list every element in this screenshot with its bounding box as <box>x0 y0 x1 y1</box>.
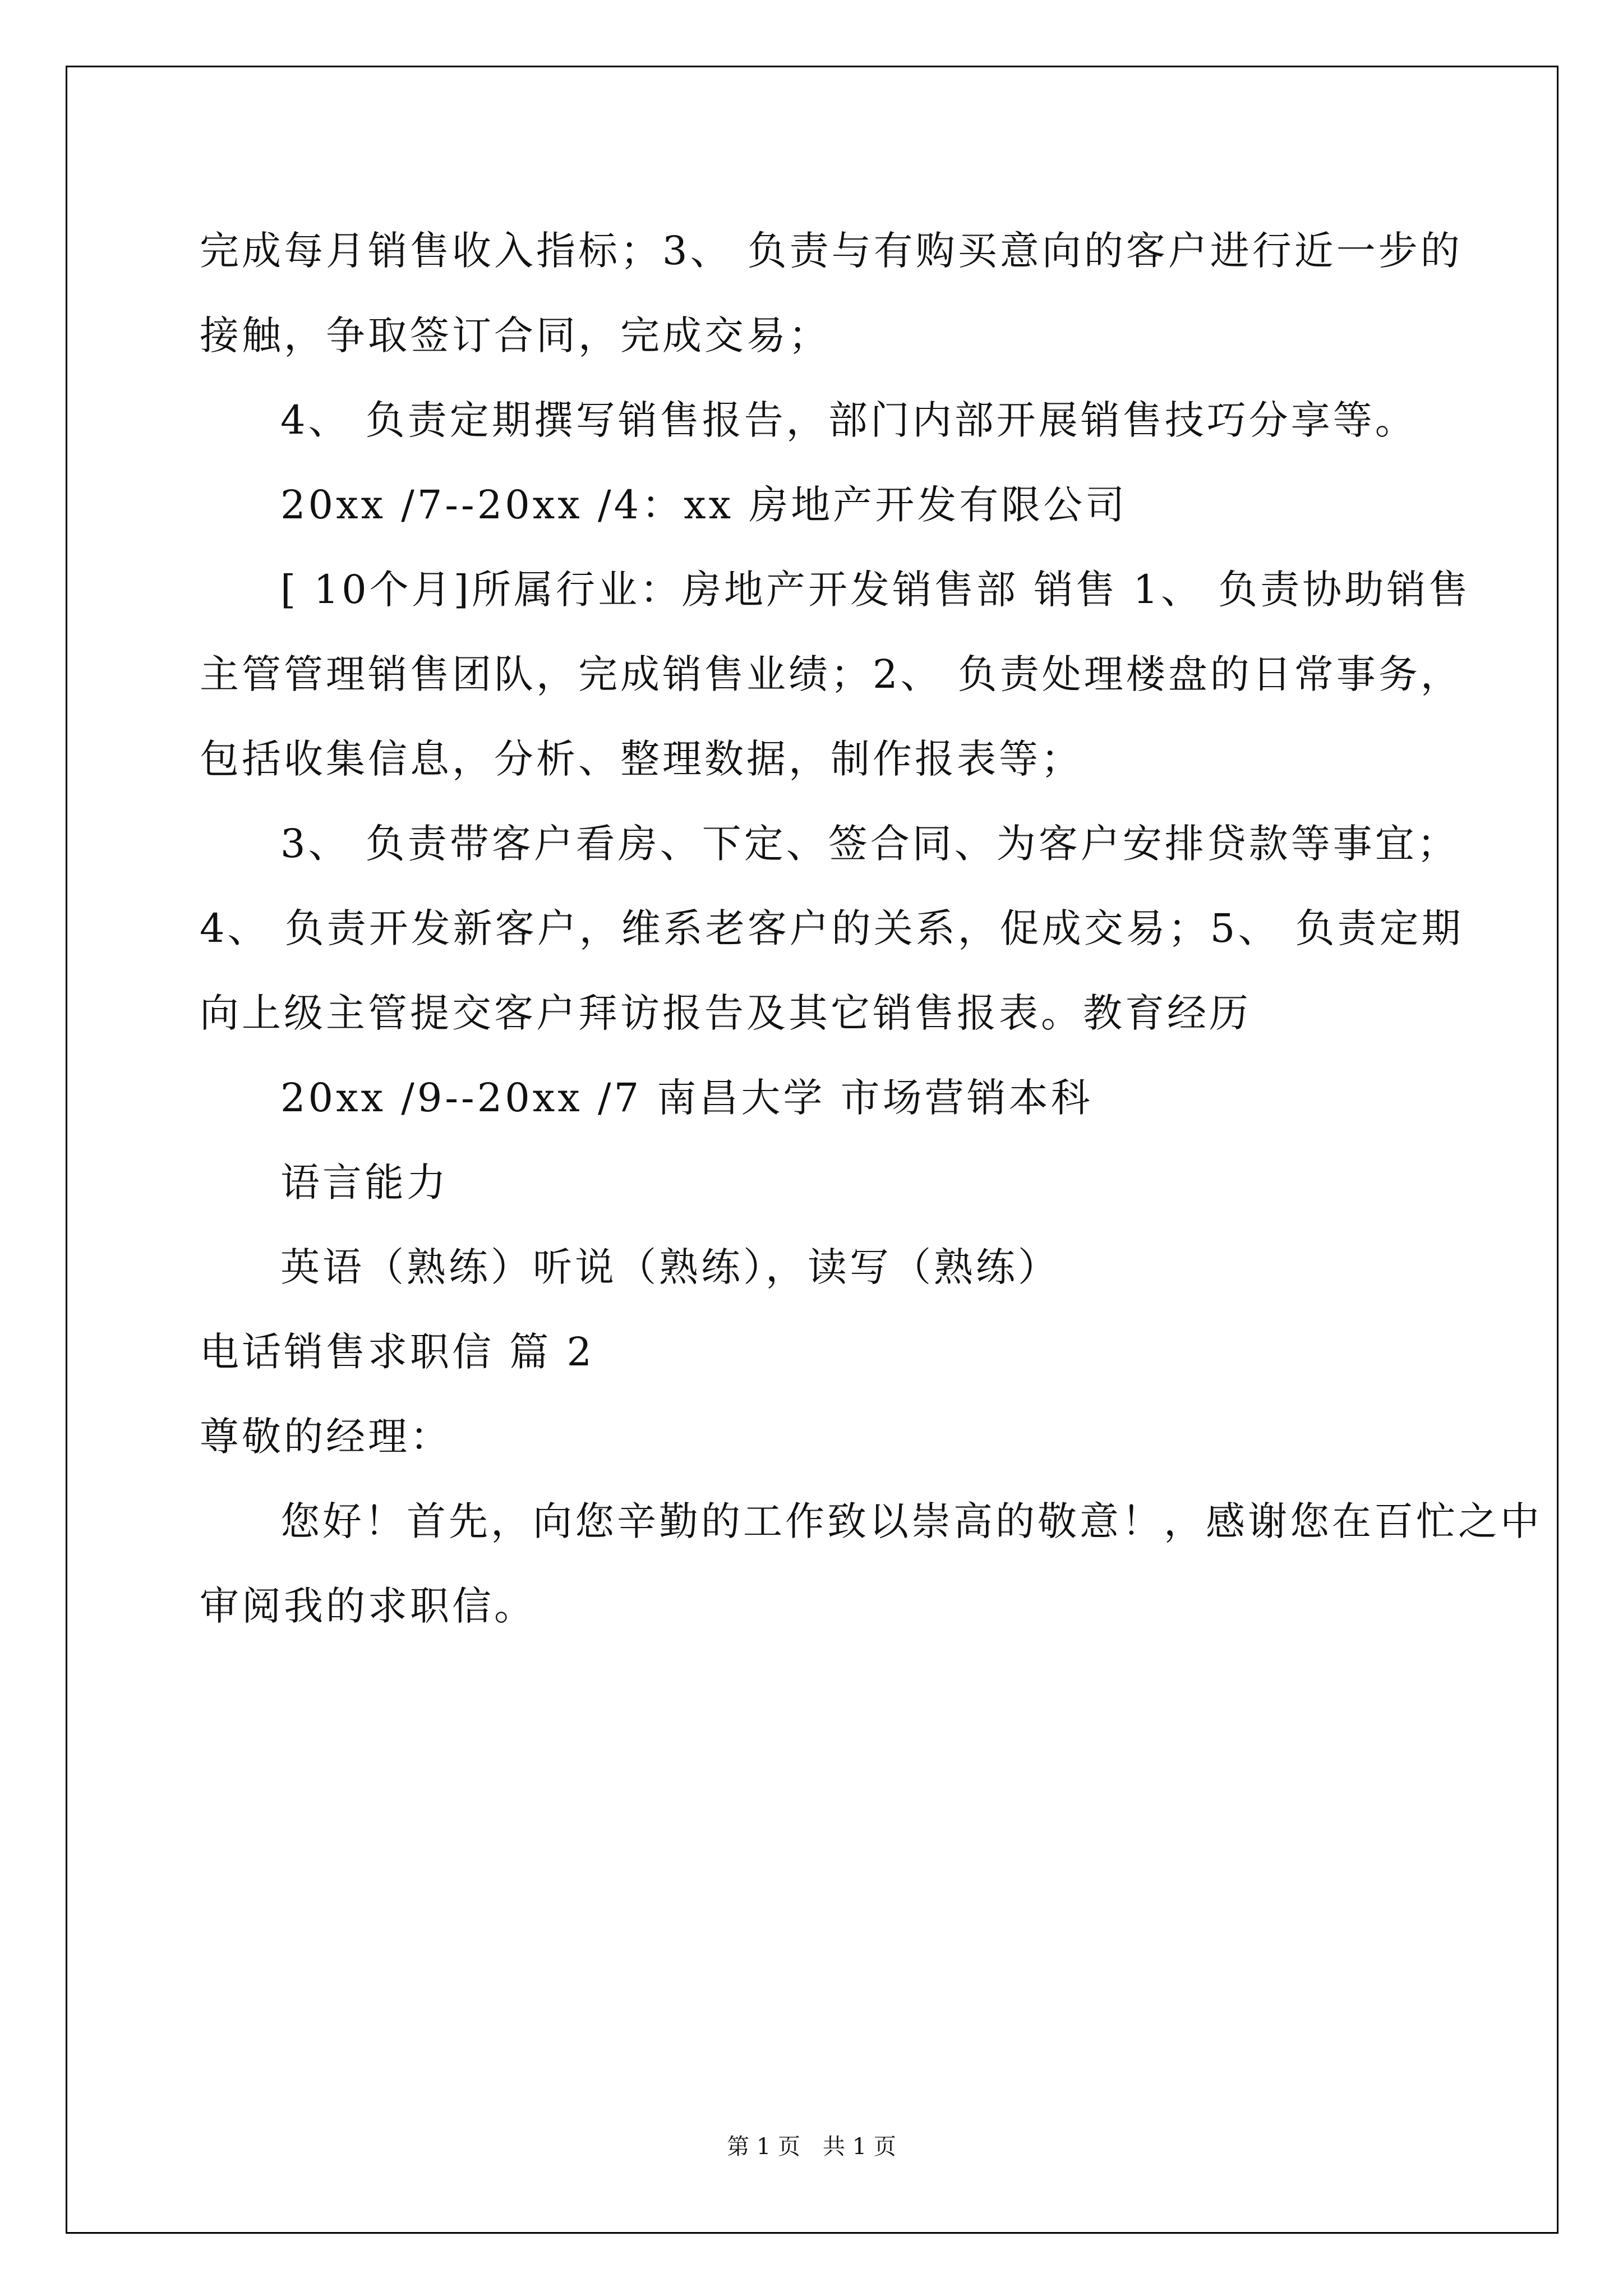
text-line: 4、 负责定期撰写销售报告，部门内部开展销售技巧分享等。 <box>280 397 1417 443</box>
document-body <box>200 209 1542 1649</box>
text-line: 接触，争取签订合同，完成交易； <box>200 312 831 358</box>
section-title: 电话销售求职信 篇 2 <box>200 1329 595 1375</box>
text-line: 包括收集信息，分析、整理数据，制作报表等； <box>200 736 1083 782</box>
page-number: 第 1 页 共 1 页 <box>727 2134 896 2160</box>
text-line: 20xx /9--20xx /7 南昌大学 市场营销本科 <box>280 1075 1093 1121</box>
text-line: 英语（熟练）听说（熟练），读写（熟练） <box>280 1244 1060 1290</box>
text-line: 您好！首先，向您辛勤的工作致以崇高的敬意！，感谢您在百忙之中 <box>280 1498 1542 1544</box>
text-line: 完成每月销售收入指标；3、 负责与有购买意向的客户进行近一步的 <box>200 228 1463 274</box>
salutation: 尊敬的经理： <box>200 1414 452 1460</box>
text-line: 向上级主管提交客户拜访报告及其它销售报表。教育经历 <box>200 990 1251 1036</box>
text-line: 20xx /7--20xx /4：xx 房地产开发有限公司 <box>280 482 1128 528</box>
text-line: 3、 负责带客户看房、下定、签合同、为客户安排贷款等事宜； <box>280 821 1459 867</box>
section-heading: 语言能力 <box>280 1159 449 1205</box>
text-line: 审阅我的求职信。 <box>200 1583 536 1629</box>
text-line: 主管管理销售团队，完成销售业绩；2、 负责处理楼盘的日常事务， <box>200 651 1463 697</box>
text-line: 4、 负责开发新客户，维系老客户的关系，促成交易；5、 负责定期 <box>200 905 1464 951</box>
text-line: [ 10个月]所属行业：房地产开发销售部 销售 1、 负责协助销售 <box>280 567 1471 613</box>
